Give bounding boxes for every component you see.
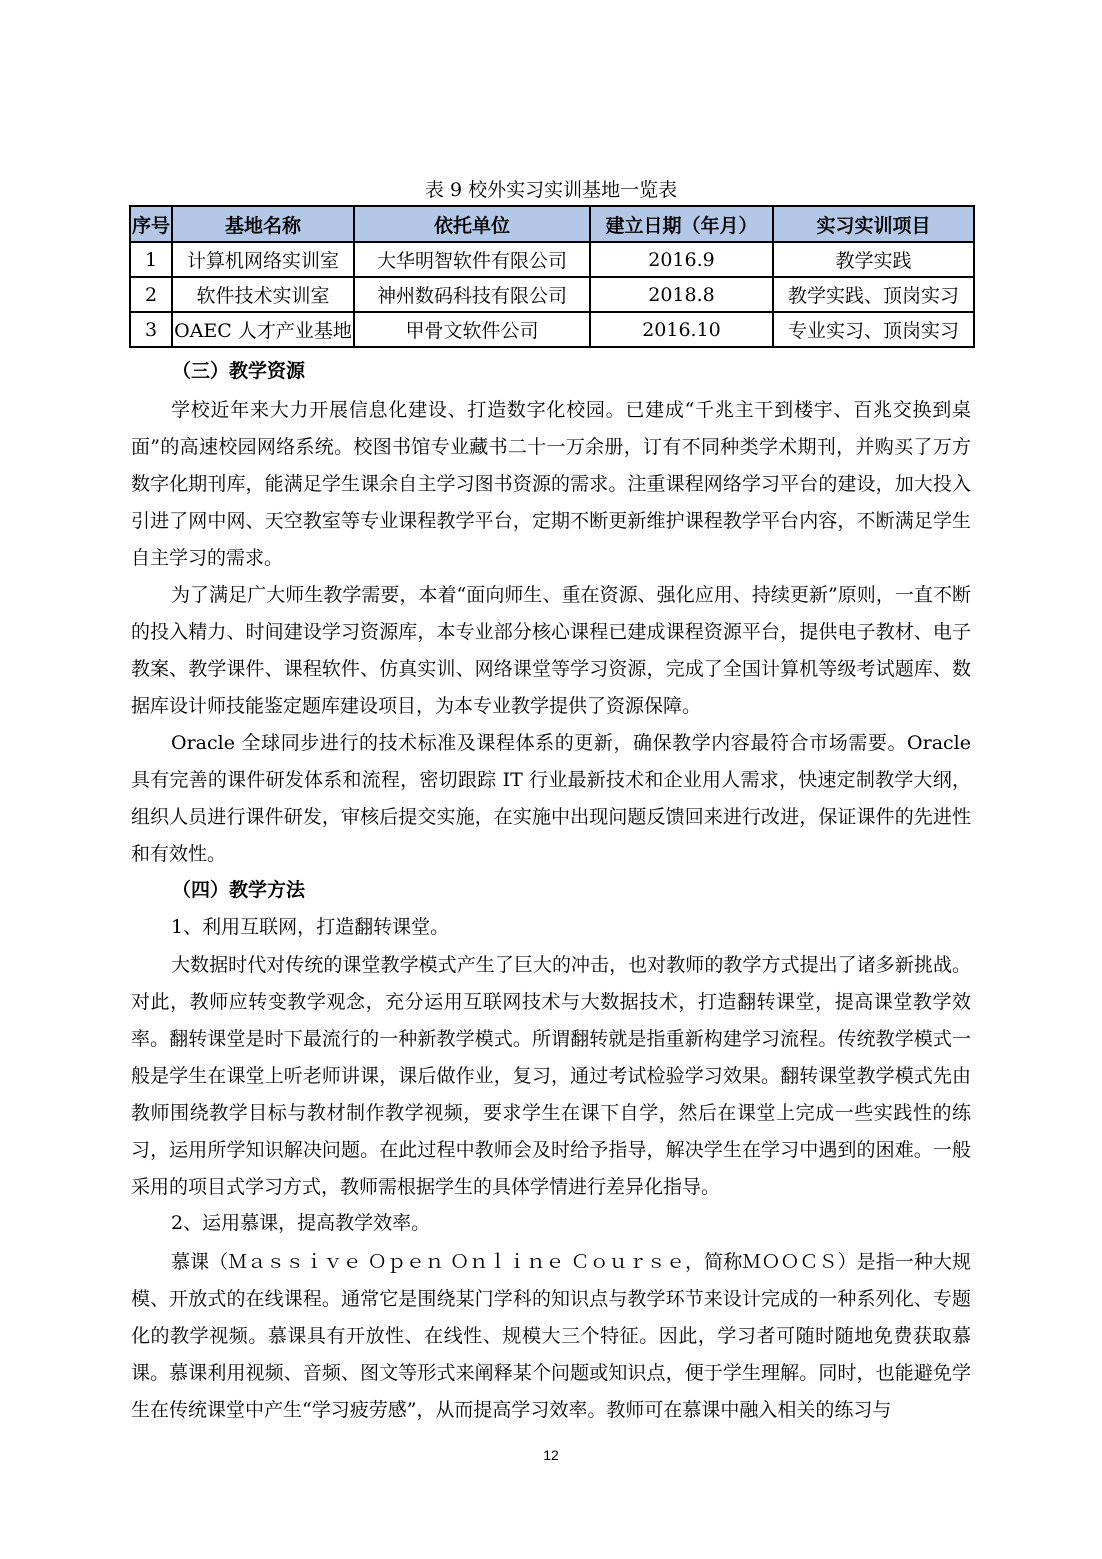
table-cell: 教学实践、顶岗实习 bbox=[773, 277, 974, 312]
column-header: 基地名称 bbox=[172, 206, 354, 242]
body-paragraph: 慕课（Ｍａｓｓｉｖｅ Ｏｐｅｎ Ｏｎｌｉｎｅ Ｃｏｕｒｓｅ，简称ＭＯＯＣＳ）是指一种大规模、开放式的在线课程。通常它是围绕某门学科的知识点与教学环节来设计完成的一种系列化、专题化的教学视频。慕课具有开放性、在线性、规模大三个特征。因此，学习者可随时随地免费获取慕课。慕课利用视频、音频、图文等形式来阐释某个问题或知识点，便于学生理解。同时，也能避免学生在传统课堂中产生“学习疲劳感”，从而提高学习效率。教师可在慕课中融入相关的练习与 bbox=[131, 1251, 971, 1421]
table-cell: 2016.9 bbox=[590, 242, 773, 277]
table-cell: 3 bbox=[130, 312, 172, 347]
body-paragraph: Oracle 全球同步进行的技术标准及课程体系的更新，确保教学内容最符合市场需要。Oracle 具有完善的课件研发体系和流程，密切跟踪 IT 行业最新技术和企业用人需求，快速定制教学大纲，组织人员进行课件研发，审核后提交实施，在实施中出现问题反馈回来进行改进，保证课件的先进性和有效性。 bbox=[131, 732, 971, 865]
list-item: 1、利用互联网，打造翻转课堂。 bbox=[171, 916, 450, 938]
table-cell: 2016.10 bbox=[590, 312, 773, 347]
table-caption: 表 9 校外实习实训基地一览表 bbox=[424, 179, 678, 201]
column-header: 实习实训项目 bbox=[773, 206, 974, 242]
table-row bbox=[130, 242, 974, 277]
table-cell: 1 bbox=[130, 242, 172, 277]
table-cell: OAEC 人才产业基地 bbox=[172, 312, 354, 347]
table-cell: 软件技术实训室 bbox=[172, 277, 354, 312]
table-header-row bbox=[130, 206, 974, 242]
table-row bbox=[130, 312, 974, 347]
list-item: 2、运用慕课，提高教学效率。 bbox=[171, 1212, 431, 1234]
body-paragraph: 大数据时代对传统的课堂教学模式产生了巨大的冲击，也对教师的教学方式提出了诸多新挑战。对此，教师应转变教学观念，充分运用互联网技术与大数据技术，打造翻转课堂，提高课堂教学效率。翻转课堂是时下最流行的一种新教学模式。所谓翻转就是指重新构建学习流程。传统教学模式一般是学生在课堂上听老师讲课，课后做作业，复习，通过考试检验学习效果。翻转课堂教学模式先由教师围绕教学目标与教材制作教学视频，要求学生在课下自学，然后在课堂上完成一些实践性的练习，运用所学知识解决问题。在此过程中教师会及时给予指导，解决学生在学习中遇到的困难。一般采用的项目式学习方式，教师需根据学生的具体学情进行差异化指导。 bbox=[131, 954, 971, 1198]
table-cell: 甲骨文软件公司 bbox=[354, 312, 590, 347]
table-cell: 计算机网络实训室 bbox=[172, 242, 354, 277]
table-row bbox=[130, 277, 974, 312]
body-paragraph: 为了满足广大师生教学需要，本着“面向师生、重在资源、强化应用、持续更新”原则，一直不断的投入精力、时间建设学习资源库，本专业部分核心课程已建成课程资源平台，提供电子教材、电子教案、教学课件、课程软件、仿真实训、网络课堂等学习资源，完成了全国计算机等级考试题库、数据库设计师技能鉴定题库建设项目，为本专业教学提供了资源保障。 bbox=[131, 584, 971, 717]
table-cell: 大华明智软件有限公司 bbox=[354, 242, 590, 277]
section-heading: （四）教学方法 bbox=[172, 879, 306, 901]
body-paragraph: 学校近年来大力开展信息化建设、打造数字化校园。已建成“千兆主干到楼宇、百兆交换到桌面”的高速校园网络系统。校图书馆专业藏书二十一万余册，订有不同种类学术期刊，并购买了万方数字化期刊库，能满足学生课余自主学习图书资源的需求。注重课程网络学习平台的建设，加大投入引进了网中网、天空教室等专业课程教学平台，定期不断更新维护课程教学平台内容，不断满足学生自主学习的需求。 bbox=[131, 399, 971, 569]
table-cell: 教学实践 bbox=[773, 242, 974, 277]
table-cell: 神州数码科技有限公司 bbox=[354, 277, 590, 312]
page-number: 12 bbox=[543, 1447, 559, 1463]
table-cell: 2018.8 bbox=[590, 277, 773, 312]
column-header: 序号 bbox=[130, 206, 172, 242]
table-cell: 专业实习、顶岗实习 bbox=[773, 312, 974, 347]
training-bases-table bbox=[129, 205, 975, 348]
column-header: 建立日期（年月） bbox=[590, 206, 773, 242]
section-heading: （三）教学资源 bbox=[172, 360, 306, 382]
table-cell: 2 bbox=[130, 277, 172, 312]
column-header: 依托单位 bbox=[354, 206, 590, 242]
